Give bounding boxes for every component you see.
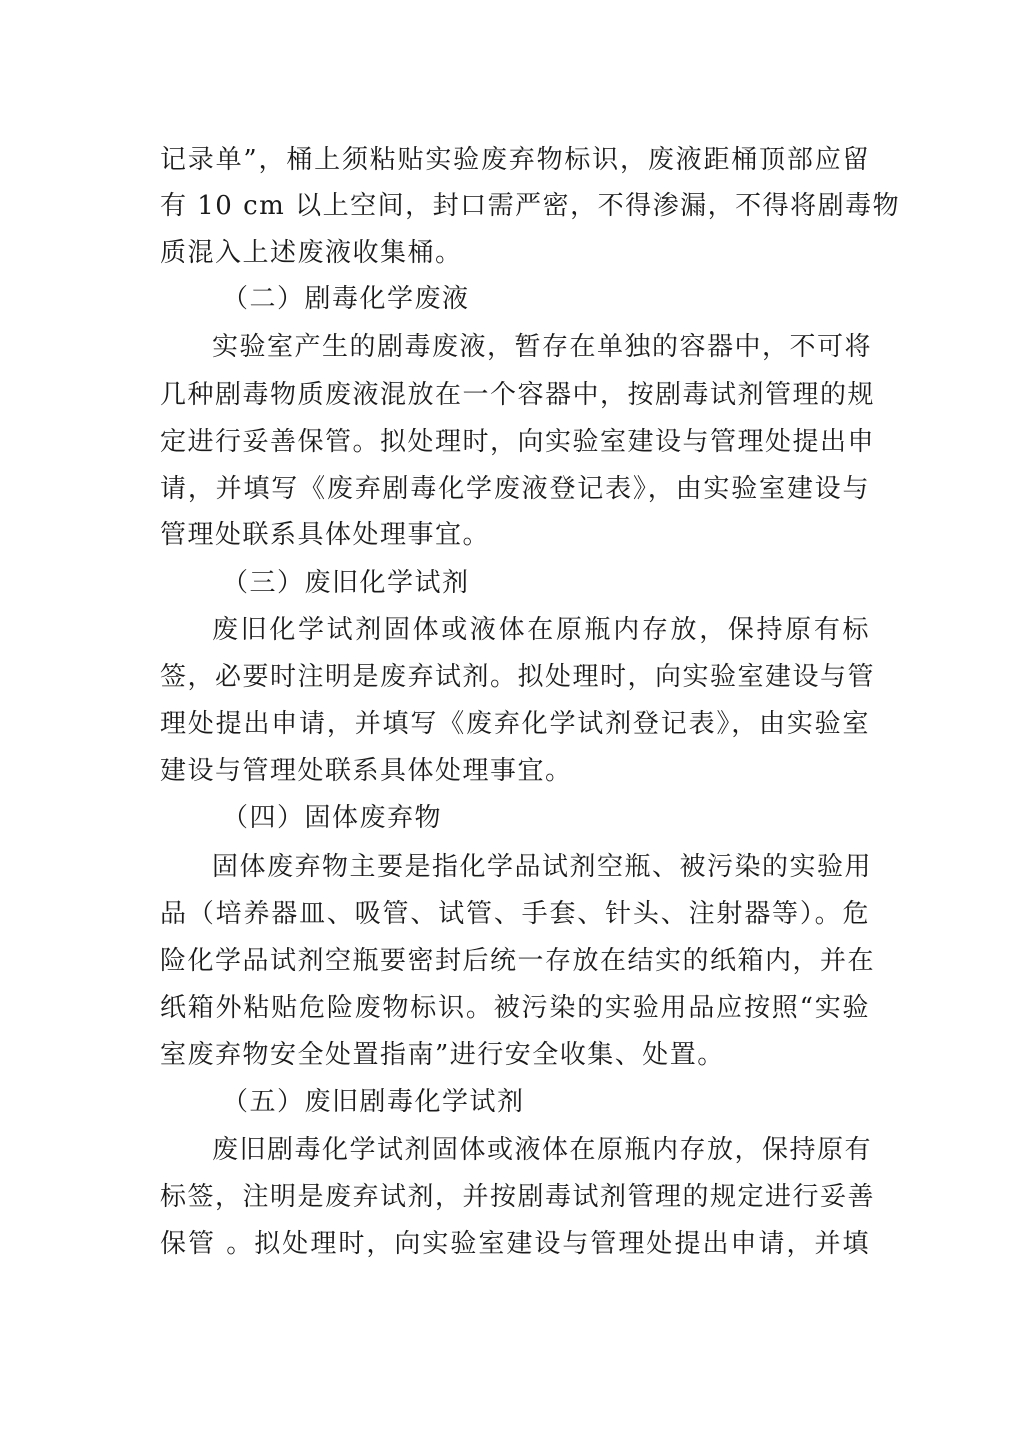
paragraph-line: 固体废弃物主要是指化学品试剂空瓶、被污染的实验用 — [212, 852, 873, 882]
paragraph-line: 废旧化学试剂固体或液体在原瓶内存放，保持原有标 — [212, 615, 870, 645]
paragraph-line: 室废弃物安全处置指南”进行安全收集、处置。 — [160, 1040, 725, 1070]
section-heading: （四）固体废弃物 — [222, 803, 443, 833]
paragraph-line: 有 10 cm 以上空间，封口需严密，不得渗漏，不得将剧毒物 — [160, 191, 901, 221]
paragraph-line: 请，并填写《废弃剧毒化学废液登记表》，由实验室建设与 — [160, 474, 870, 504]
paragraph-line: 管理处联系具体处理事宜。 — [160, 520, 491, 550]
paragraph-line: 险化学品试剂空瓶要密封后统一存放在结实的纸箱内，并在 — [160, 946, 876, 976]
paragraph-line: 定进行妥善保管。拟处理时，向实验室建设与管理处提出申 — [160, 427, 876, 457]
paragraph-line: 理处提出申请，并填写《废弃化学试剂登记表》，由实验室 — [160, 709, 870, 739]
paragraph-line: 保管 。拟处理时，向实验室建设与管理处提出申请，并填 — [160, 1229, 870, 1259]
section-heading: （三）废旧化学试剂 — [222, 568, 470, 598]
paragraph-line: 实验室产生的剧毒废液，暂存在单独的容器中，不可将 — [212, 332, 873, 362]
section-heading: （五）废旧剧毒化学试剂 — [222, 1087, 525, 1117]
paragraph-line: 废旧剧毒化学试剂固体或液体在原瓶内存放，保持原有 — [212, 1135, 873, 1165]
paragraph-line: 几种剧毒物质废液混放在一个容器中，按剧毒试剂管理的规 — [160, 380, 876, 410]
paragraph-line: 签，必要时注明是废弃试剂。拟处理时，向实验室建设与管 — [160, 662, 876, 692]
paragraph-line: 建设与管理处联系具体处理事宜。 — [160, 756, 573, 786]
paragraph-line: 记录单”，桶上须粘贴实验废弃物标识，废液距桶顶部应留 — [160, 145, 870, 175]
section-heading: （二）剧毒化学废液 — [222, 284, 470, 314]
paragraph-line: 品（培养器皿、吸管、试管、手套、针头、注射器等）。危 — [160, 899, 870, 929]
paragraph-line: 标签，注明是废弃试剂，并按剧毒试剂管理的规定进行妥善 — [160, 1182, 876, 1212]
paragraph-line: 质混入上述废液收集桶。 — [160, 238, 463, 268]
paragraph-line: 纸箱外粘贴危险废物标识。被污染的实验用品应按照“实验 — [160, 993, 870, 1023]
